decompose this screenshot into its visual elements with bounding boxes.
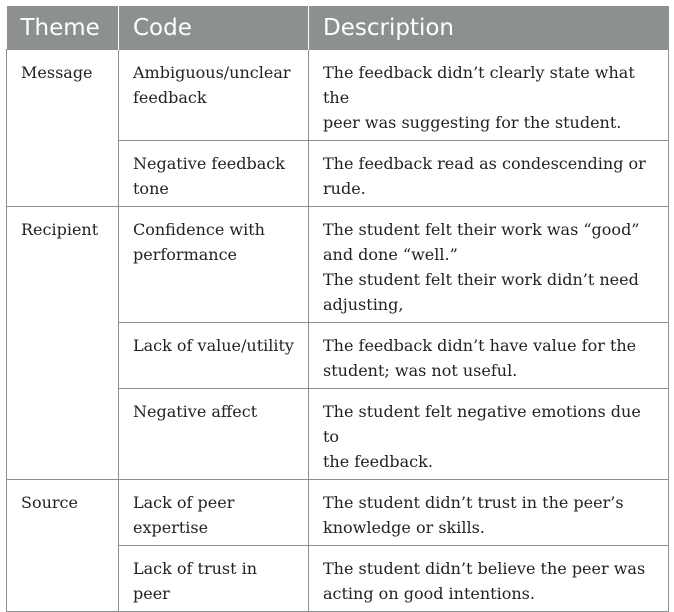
description-cell: [309, 141, 669, 207]
code-line: Confidence with: [133, 220, 265, 239]
code-cell: [119, 323, 309, 389]
theme-cell-message: Message: [7, 50, 119, 207]
description-line: adjusting,: [323, 295, 404, 314]
header-row: [7, 6, 669, 50]
code-cell: [119, 480, 309, 546]
header-description: Description: [309, 6, 669, 50]
theme-cell-source: Source: [7, 480, 119, 612]
code-line: Ambiguous/unclear: [133, 63, 291, 82]
description-cell: [309, 50, 669, 141]
description-line: The feedback didn’t have value for the: [323, 336, 637, 355]
theme-cell-recipient: Recipient: [7, 207, 119, 480]
description-cell: [309, 480, 669, 546]
table-body: [7, 50, 669, 612]
header-code: Code: [119, 6, 309, 50]
description-cell: [309, 207, 669, 323]
description-line: student; was not useful.: [323, 361, 518, 380]
description-line: The student felt their work didn’t need: [323, 270, 639, 289]
description-line: The student didn’t trust in the peer’s: [323, 493, 624, 512]
themes-table: [6, 6, 668, 612]
code-line: Negative affect: [133, 402, 258, 421]
code-cell: [119, 50, 309, 141]
description-cell: [309, 323, 669, 389]
table-row: [7, 480, 669, 546]
description-line: and done “well.”: [323, 245, 458, 264]
code-line: Lack of value/utility: [133, 336, 294, 355]
code-cell: [119, 207, 309, 323]
code-line: performance: [133, 245, 238, 264]
code-line: feedback: [133, 88, 207, 107]
code-line: tone: [133, 179, 169, 198]
description-line: The feedback didn’t clearly state what the: [323, 63, 635, 107]
table-header: [7, 6, 669, 50]
code-line: expertise: [133, 518, 209, 537]
description-line: The student felt their work was “good”: [323, 220, 640, 239]
header-theme: Theme: [7, 6, 119, 50]
description-line: The student didn’t believe the peer was: [323, 559, 646, 578]
data-table: [6, 6, 669, 612]
table-row: [7, 50, 669, 141]
code-cell: [119, 141, 309, 207]
description-line: peer was suggesting for the student.: [323, 113, 622, 132]
description-line: the feedback.: [323, 452, 433, 471]
code-cell: [119, 389, 309, 480]
description-line: The feedback read as condescending or: [323, 154, 646, 173]
description-cell: [309, 546, 669, 612]
code-line: Lack of trust in peer: [133, 559, 258, 603]
description-line: acting on good intentions.: [323, 584, 535, 603]
code-line: Negative feedback: [133, 154, 285, 173]
code-line: Lack of peer: [133, 493, 235, 512]
code-cell: [119, 546, 309, 612]
description-line: The student felt negative emotions due to: [323, 402, 641, 446]
description-line: knowledge or skills.: [323, 518, 485, 537]
description-cell: [309, 389, 669, 480]
description-line: rude.: [323, 179, 366, 198]
table-row: [7, 207, 669, 323]
